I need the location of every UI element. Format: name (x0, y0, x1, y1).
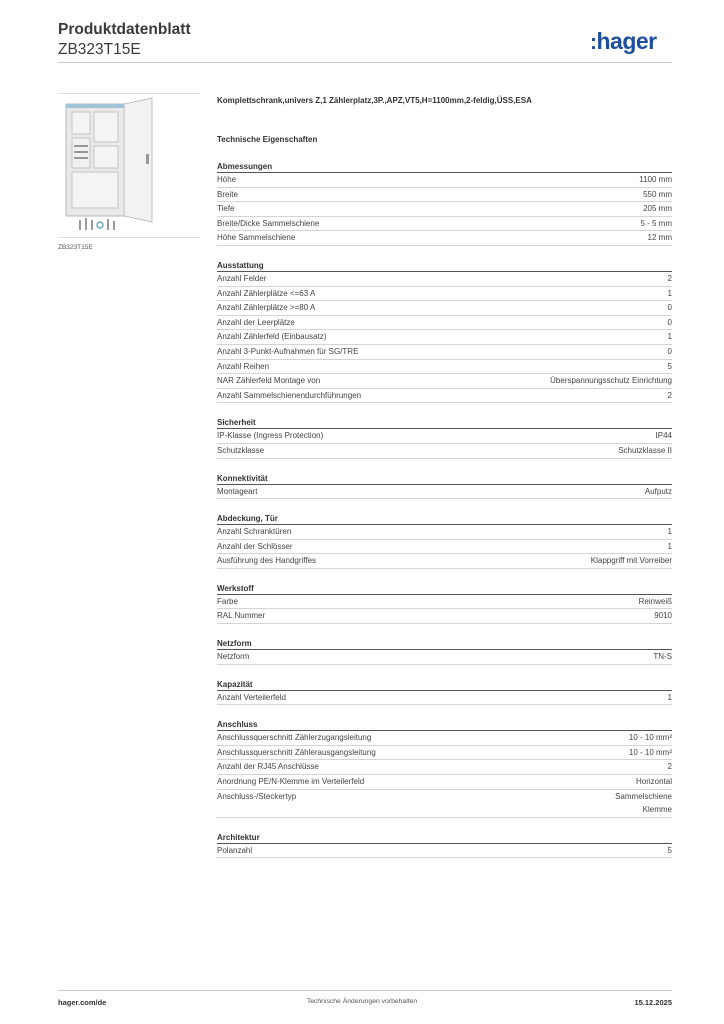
spec-row (217, 287, 672, 302)
spec-value: 10 - 10 mm² (628, 747, 672, 757)
spec-value: IP44 (655, 431, 672, 441)
spec-value: 1 (667, 692, 672, 702)
spec-row (217, 389, 672, 404)
spec-label: Anschlussquerschnitt Zählerausgangsleitung (217, 747, 376, 757)
spec-value: Reinweiß (638, 596, 672, 606)
header-divider (58, 62, 672, 63)
spec-row (217, 609, 672, 624)
spec-value: 5 (667, 845, 672, 855)
spec-label: Anzahl Schranktüren (217, 527, 292, 537)
hager-logo: :hager (590, 28, 657, 54)
spec-value: Schutzklasse II (618, 445, 672, 455)
spec-value: Aufputz (644, 486, 672, 496)
spec-label: Polanzahl (217, 845, 253, 855)
spec-row (217, 173, 672, 188)
section-title: Werkstoff (217, 581, 672, 595)
spec-label: Anordnung PE/N-Klemme im Verteilerfeld (217, 777, 365, 787)
spec-value: 2 (667, 390, 672, 400)
spec-row (217, 691, 672, 706)
spec-value: Überspannungsschutz Einrichtung (550, 376, 672, 386)
spec-value: 205 mm (643, 204, 672, 214)
spec-label: NAR Zählerfeld Montage von (217, 376, 321, 386)
spec-row (217, 485, 672, 500)
section-title: Architektur (217, 830, 672, 844)
spec-label: Anzahl Zählerplätze <=63 A (217, 288, 316, 298)
footer-divider (58, 990, 672, 991)
spec-row (217, 650, 672, 665)
spec-label: IP-Klasse (Ingress Protection) (217, 431, 324, 441)
spec-row (217, 844, 672, 859)
spec-row (217, 360, 672, 375)
section-title: Ausstattung (217, 258, 672, 272)
product-description: Komplettschrank,univers Z,1 Zählerplatz,3P.,APZ,VT5,H=1100mm,2-feldig,ÜSS,ESA (217, 96, 532, 105)
spec-value: 1 (667, 332, 672, 342)
spec-label: Anzahl Felder (217, 273, 267, 283)
spec-row (217, 595, 672, 610)
spec-label: Höhe Sammelschiene (217, 233, 296, 243)
product-code: ZB323T15E (58, 41, 141, 58)
spec-row (217, 272, 672, 287)
spec-label: Anzahl Zählerplätze >=80 A (217, 303, 316, 313)
spec-row (217, 345, 672, 360)
spec-value: 0 (667, 303, 672, 313)
spec-row (217, 775, 672, 790)
spec-label: Schutzklasse (217, 445, 265, 455)
spec-label: RAL Nummer (217, 611, 266, 621)
section-title: Sicherheit (217, 415, 672, 429)
spec-value: 10 - 10 mm² (628, 733, 672, 743)
spec-row (217, 746, 672, 761)
spec-row (217, 525, 672, 540)
section-title: Kapazität (217, 677, 672, 691)
spec-value: 5 - 5 mm (640, 218, 672, 228)
spec-row (217, 429, 672, 444)
logo-text: hager (596, 28, 657, 54)
spec-row (217, 301, 672, 316)
spec-label: Tiefe (217, 204, 235, 214)
spec-value: Sammelschiene Klemme (615, 791, 672, 815)
spec-row (217, 554, 672, 569)
section-title: Konnektivität (217, 471, 672, 485)
section-title: Abmessungen (217, 159, 672, 173)
spec-row (217, 316, 672, 331)
spec-label: Farbe (217, 596, 238, 606)
technical-heading: Technische Eigenschaften (217, 135, 318, 144)
document-title: Produktdatenblatt (58, 21, 191, 38)
spec-value: Klappgriff mit Vorreiber (590, 556, 672, 566)
spec-row (217, 231, 672, 246)
spec-value: 1 (667, 288, 672, 298)
spec-value: 1100 mm (639, 175, 672, 184)
spec-value: 1 (667, 541, 672, 551)
spec-label: Breite (217, 189, 238, 199)
spec-row (217, 790, 672, 818)
page-header (58, 20, 191, 60)
spec-label: Anzahl 3-Punkt-Aufnahmen für SG/TRE (217, 346, 359, 356)
spec-label: Breite/Dicke Sammelschiene (217, 218, 320, 228)
spec-label: Montageart (217, 486, 258, 496)
spec-value: 1 (667, 527, 672, 537)
spec-value: Horizontal (635, 777, 672, 787)
section-title: Abdeckung, Tür (217, 511, 672, 525)
spec-label: Anschlussquerschnitt Zählerzugangsleitung (217, 733, 372, 743)
spec-row (217, 444, 672, 459)
spec-value: TN-S (653, 652, 672, 662)
spec-row (217, 374, 672, 389)
spec-value: 550 mm (643, 189, 672, 199)
spec-row (217, 540, 672, 555)
spec-label: Ausführung des Handgriffes (217, 556, 317, 566)
spec-value: 0 (667, 317, 672, 327)
footer-note: Technische Änderungen vorbehalten (306, 998, 418, 1005)
image-caption: ZB323T15E (58, 244, 93, 251)
product-image (58, 93, 200, 238)
spec-row (217, 760, 672, 775)
footer-website: hager.com/de (58, 998, 107, 1007)
spec-label: Anschluss-/Steckertyp (217, 791, 297, 801)
spec-label: Höhe (217, 175, 237, 184)
spec-row (217, 188, 672, 203)
product-details (217, 94, 672, 858)
spec-label: Anzahl der Leerplätze (217, 317, 295, 327)
spec-label: Anzahl Sammelschienendurchführungen (217, 390, 362, 400)
spec-label: Anzahl der Schlösser (217, 541, 293, 551)
spec-value: 5 (667, 361, 672, 371)
spec-row (217, 731, 672, 746)
spec-label: Anzahl Zählerfeld (Einbausatz) (217, 332, 327, 342)
spec-value: 12 mm (647, 233, 672, 243)
spec-label: Anzahl der RJ45 Anschlüsse (217, 762, 319, 772)
spec-label: Anzahl Verteilerfeld (217, 692, 286, 702)
section-title: Anschluss (217, 717, 672, 731)
spec-value: 2 (667, 273, 672, 283)
cabinet-illustration (58, 94, 200, 237)
spec-row (217, 330, 672, 345)
spec-sections (217, 146, 672, 858)
spec-row (217, 202, 672, 217)
spec-value: 9010 (654, 611, 672, 621)
spec-label: Anzahl Reihen (217, 361, 270, 371)
section-title: Netzform (217, 636, 672, 650)
spec-value: 2 (667, 762, 672, 772)
footer-date: 15.12.2025 (634, 998, 672, 1007)
spec-row (217, 217, 672, 232)
spec-value: 0 (667, 346, 672, 356)
spec-label: Netzform (217, 652, 250, 662)
